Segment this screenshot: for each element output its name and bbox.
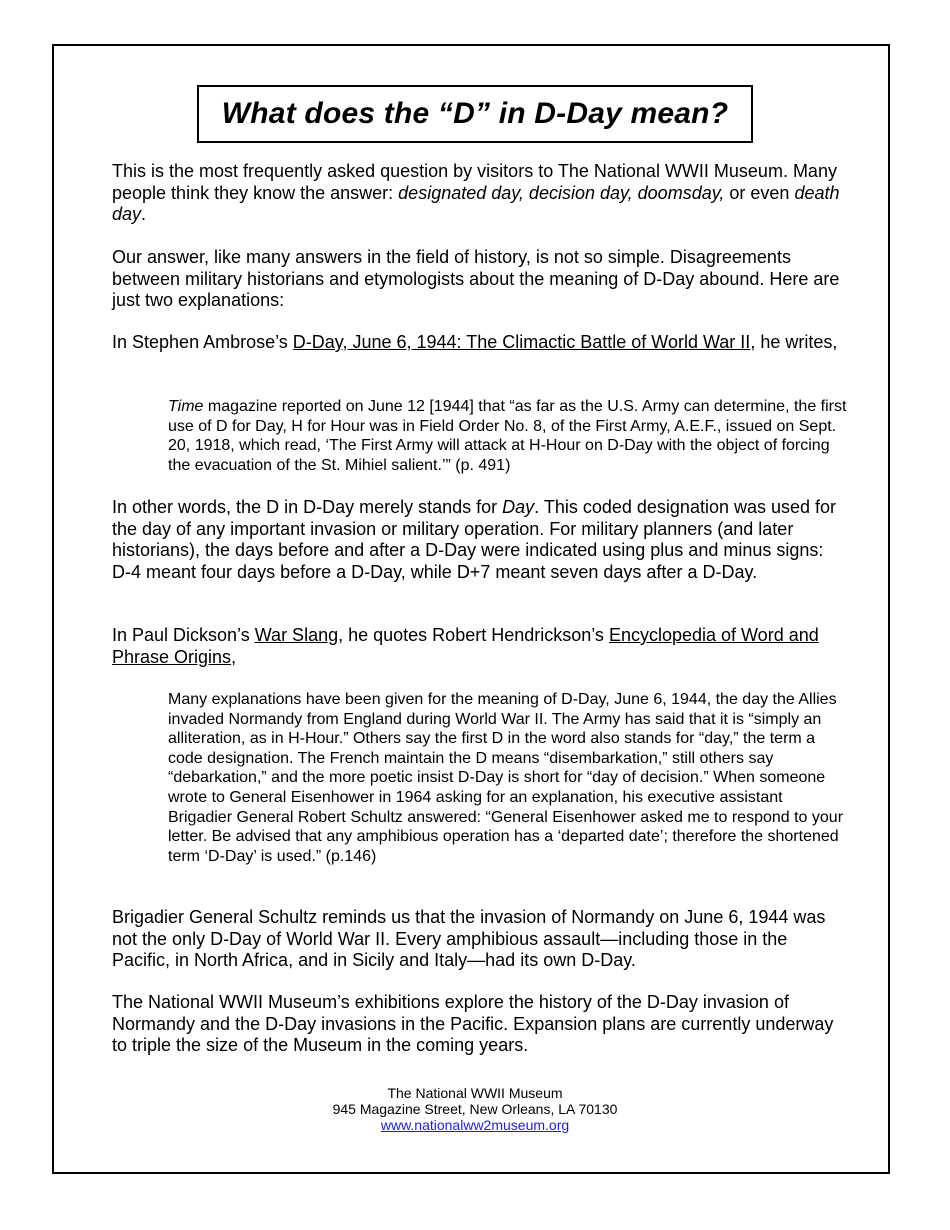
war-slang-title: War Slang [254, 625, 339, 645]
time-quote-text: magazine reported on June 12 [1944] that “as far as the U.S. Army can determine, the first use of D for Day, H for Hour was in Field Order No. 8, of the First Army, A.E.F., issued on Sept. 20, 1918, which read, ‘The First Army will attack at H-Hour on D-Day with the object of forcing the evacuation of the St. Mihiel salient.’” (p. 491) [168, 398, 847, 474]
exhibitions-paragraph: The National WWII Museum’s exhibitions explore the history of the D-Day invasion of Normandy and the D-Day invasions in the Pacific. Expansion plans are currently underway to triple the size of the Museum in the coming years. [112, 992, 834, 1055]
intro-italic-answers: designated day, decision day, doomsday, [398, 182, 725, 203]
dickson-quotes: , he quotes Robert Hendrickson’s [338, 625, 609, 645]
hendrickson-quote: Many explanations have been given for the meaning of D-Day, June 6, 1944, the day the Allies invaded Normandy from England during World War II. The Army has said that it is “simply an alliteration, as in H-Hour.” Others say the first D in the word also stands for “day,” the term a code designation. The French maintain the D means “disembarkation,” still others say “debarkation,” and the more poetic insist D-Day is short for “day of decision.” When someone wrote to General Eisenhower in 1964 asking for an explanation, his executive assistant Brigadier General Robert Schultz answered: “General Eisenhower asked me to respond to your letter. Be advised that any amphibious operation has a ‘departed date’; therefore the shortened term ‘D-Day’ is used.” (p.146) [168, 691, 844, 865]
intro-text: This is the most frequently asked question by visitors to The National WWII Museum. Many people think they know the answer: [112, 161, 837, 203]
schultz-paragraph: Brigadier General Schultz reminds us that the invasion of Normandy on June 6, 1944 was not the only D-Day of World War II. Every amphibious assault—including those in the Pacific, in North Africa, and in Sicily and Italy—had its own D-Day. [112, 907, 826, 970]
time-magazine-name: Time [168, 398, 204, 415]
encyclopedia-title: Encyclopedia of Word and Phrase Origins [112, 625, 819, 667]
dickson-paragraph [112, 625, 842, 668]
other-words-text: In other words, the D in D-Day merely stands for [112, 497, 503, 517]
ambrose-writes: , he writes, [750, 332, 838, 352]
intro-paragraph [112, 161, 842, 226]
dickson-text: In Paul Dickson’s [112, 625, 255, 645]
ambrose-text: In Stephen Ambrose’s [112, 332, 293, 352]
answer-paragraph: Our answer, like many answers in the field of history, is not so simple. Disagreements between military historians and etymologists about the meaning of D-Day abound. Here are just two explanations: [112, 247, 840, 310]
time-magazine-quote [168, 397, 848, 475]
museum-website-link[interactable]: www.nationalww2museum.org [380, 1117, 570, 1133]
intro-italic-death-day: death day [112, 182, 840, 224]
intro-text-or: or even [724, 182, 795, 203]
other-words-rest: . This coded designation was used for the day of any important invasion or military operation. For military planners (and later historians), the days before and after a D-Day were indicated using plus and minus signs: D-4 meant four days before a D-Day, while D+7 meant seven days after a D-Day. [112, 497, 837, 582]
other-words-paragraph [112, 497, 842, 583]
ambrose-paragraph [112, 332, 842, 354]
day-italic: Day [502, 497, 535, 517]
footer-address: 945 Magazine Street, New Orleans, LA 70130 [332, 1101, 618, 1117]
intro-period: . [141, 204, 147, 224]
footer-museum-name: The National WWII Museum [387, 1085, 563, 1101]
footer-link-wrapper [0, 1117, 950, 1133]
ambrose-book-title: D-Day, June 6, 1944: The Climactic Battle of World War II [292, 332, 751, 352]
dickson-comma: , [231, 646, 237, 667]
page-title: What does the “D” in D-Day mean? [221, 97, 729, 130]
title-box [197, 85, 753, 143]
